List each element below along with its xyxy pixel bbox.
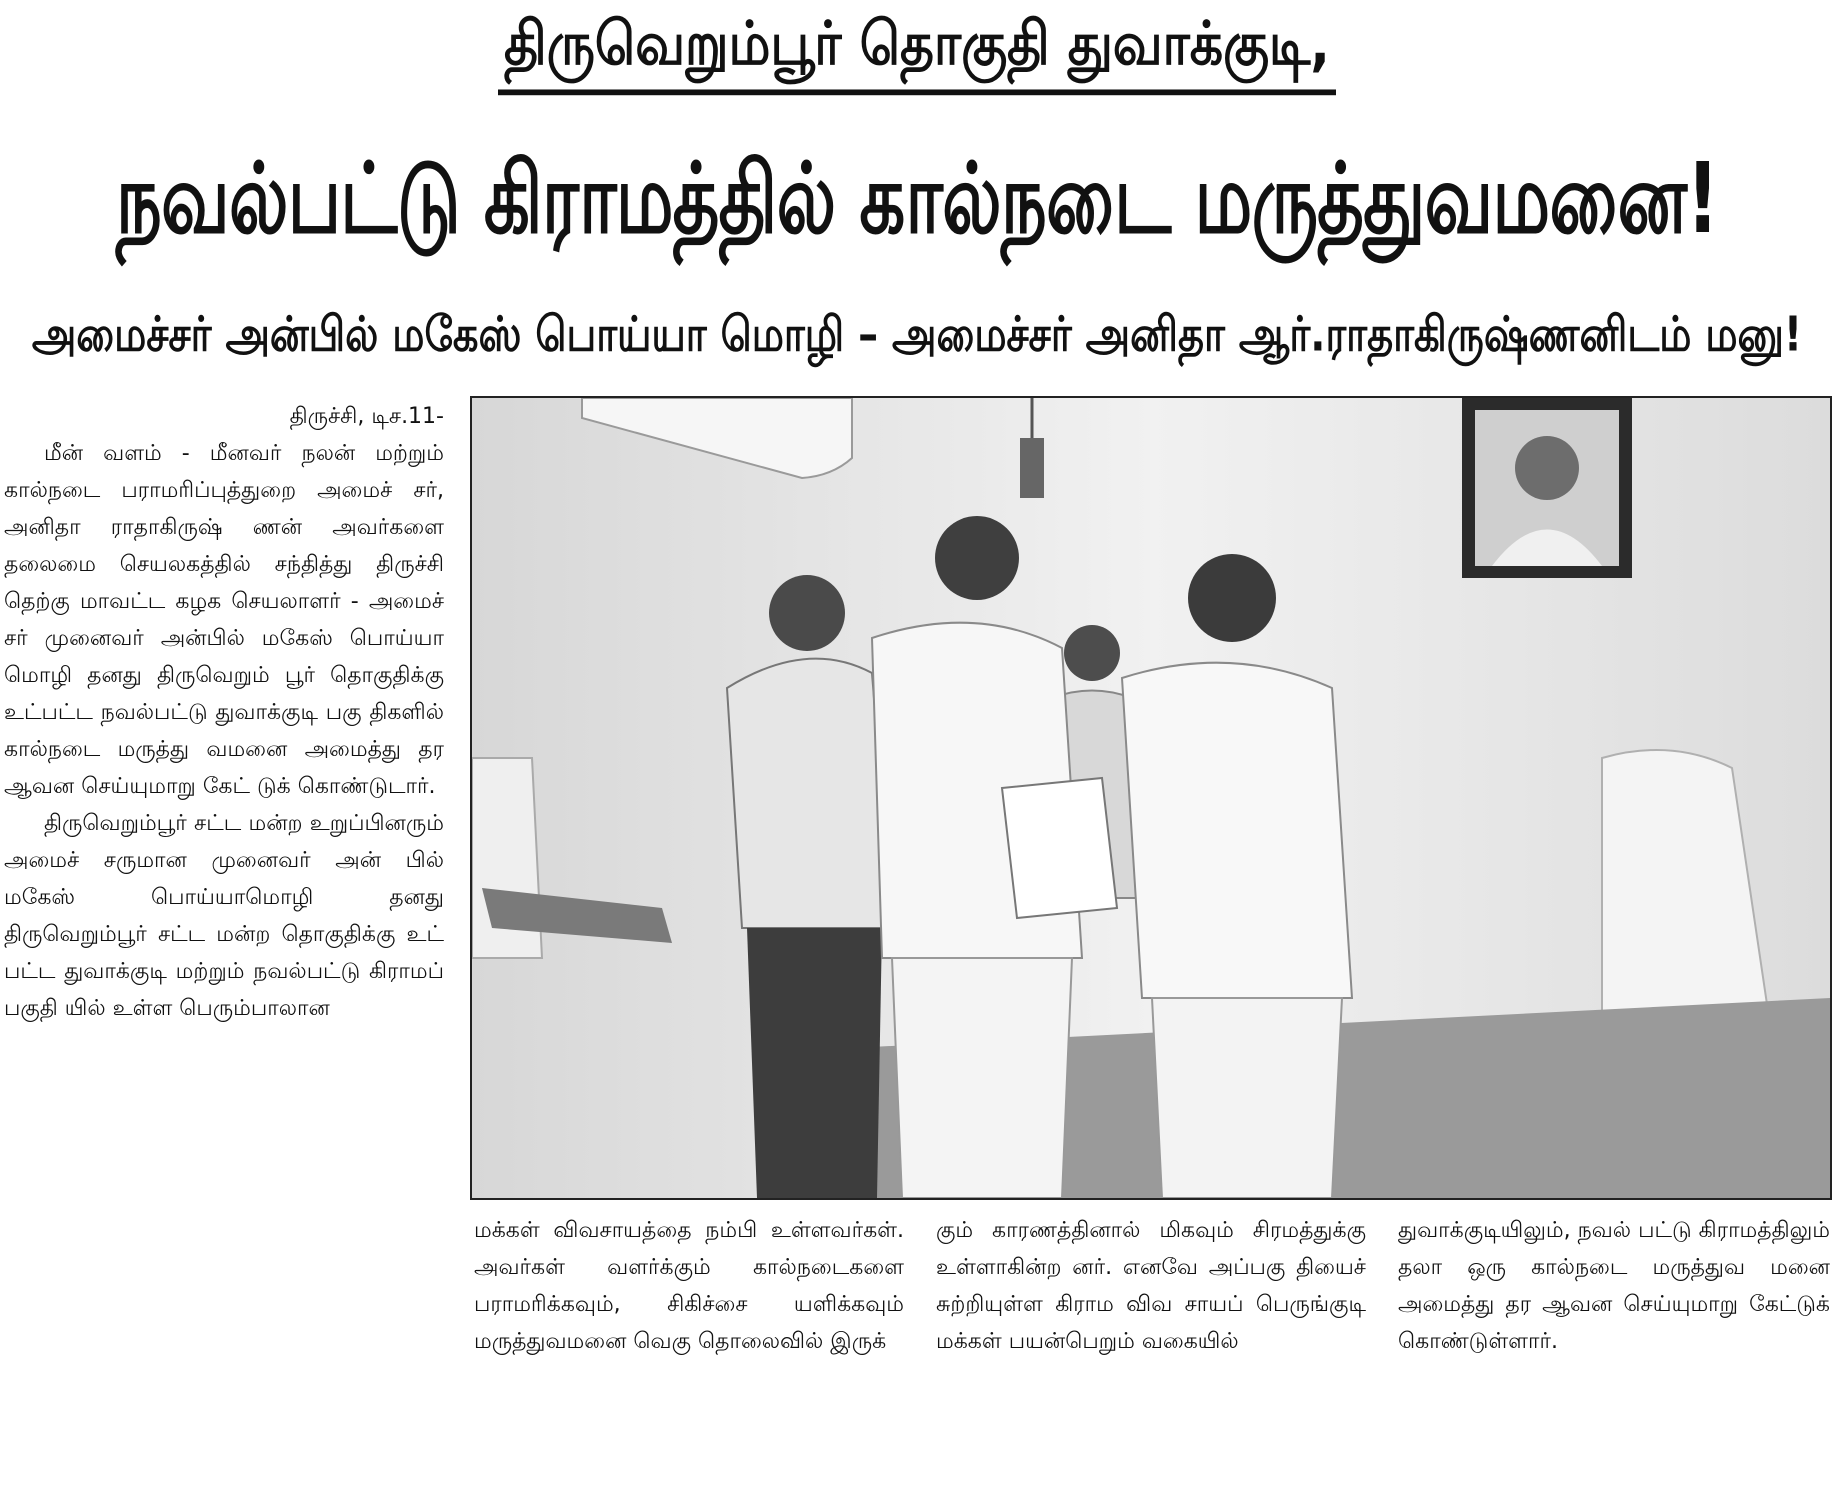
article-column-2 (474, 1212, 904, 1360)
main-headline: நவல்பட்டு கிராமத்தில் கால்நடை மருத்துவமனை! (115, 141, 1719, 255)
article-text-col4: துவாக்குடியிலும், நவல் பட்டு கிராமத்திலும் தலா ஒரு கால்நடை மருத்துவ மனை அமைத்து தர ஆவன செய்யுமாறு கேட்டுக் கொண்டுள்ளார். (1398, 1218, 1830, 1354)
photo-illustration (472, 398, 1830, 1198)
kicker-heading (0, 6, 1834, 89)
article-column-left (4, 398, 444, 1027)
article-column-4 (1398, 1212, 1830, 1360)
kicker-text: திருவெறும்பூர் தொகுதி துவாக்குடி, (498, 0, 1336, 95)
article-text-col2: மக்கள் விவசாயத்தை நம்பி உள்ளவர்கள். அவர்கள் வளர்க்கும் கால்நடைகளை பராமரிக்கவும், சிகிச்சை யளிக்கவும் மருத்துவமனை வெகு தொலைவில் இருக் (474, 1218, 904, 1354)
article-column-3 (936, 1212, 1366, 1360)
article-text-col3: கும் காரணத்தினால் மிகவும் சிரமத்துக்கு உள்ளாகின்ற னர். எனவே அப்பகு தியைச் சுற்றியுள்ள கிராம விவ சாயப் பெருங்குடி மக்கள் பயன்பெறும் வகையில் (936, 1218, 1366, 1354)
article-paragraph-2: திருவெறும்பூர் சட்ட மன்ற உறுப்பினரும் அமைச் சருமான முனைவர் அன் பில் மகேஸ் பொய்யாமொழி தனது திருவெறும்பூர் சட்ட மன்ற தொகுதிக்கு உட் பட்ட துவாக்குடி மற்றும் நவல்பட்டு கிராமப் பகுதி யில் உள்ள பெரும்பாலான (4, 811, 444, 1021)
article-paragraph-1: மீன் வளம் - மீனவர் நலன் மற்றும் கால்நடை பராமரிப்புத்துறை அமைச் சர், அனிதா ராதாகிருஷ் ணன் அவர்களை தலைமை செயலகத்தில் சந்தித்து திருச்சி தெற்கு மாவட்ட கழக செயலாளர் - அமைச் சர் முனைவர் அன்பில் மகேஸ் பொய்யா மொழி தனது திருவெறும் பூர் தொகுதிக்கு உட்பட்ட நவல்பட்டு துவாக்குடி பகு திகளில் கால்நடை மருத்து வமனை அமைத்து தர ஆவன செய்யுமாறு கேட் டுக் கொண்டுடார். (4, 441, 444, 799)
framed-portrait (1462, 398, 1632, 578)
dateline: திருச்சி, டிச.11- (289, 404, 444, 429)
news-photo (470, 396, 1832, 1200)
sub-headline: அமைச்சர் அன்பில் மகேஸ் பொய்யா மொழி – அமைச்சர் அனிதா ஆர்.ராதாகிருஷ்ணனிடம் மனு! (31, 307, 1803, 363)
petition-document (1002, 778, 1117, 918)
